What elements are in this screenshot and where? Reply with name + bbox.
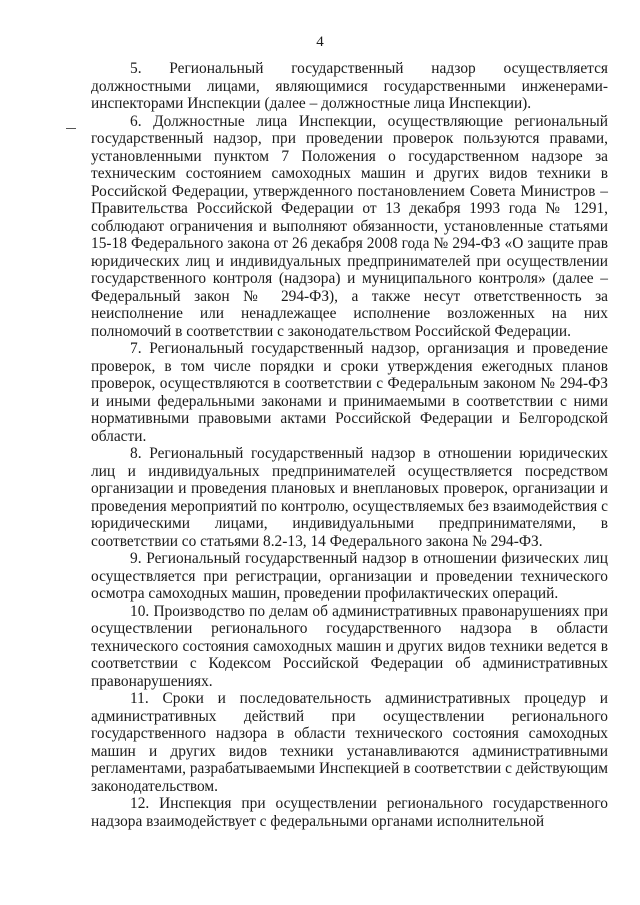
- paragraph-7: 7. Региональный государственный надзор, организация и проведение проверок, в том числе порядки и сроки утверждения ежегодных планов проверок, осуществляются в соответствии с Федеральным законом № 294-ФЗ и иными федеральными законами и принимаемыми в соответствии с ними нормативными правовыми актами Российской Федерации и Белгородской области.: [91, 340, 608, 445]
- paragraph-10: 10. Производство по делам об административных правонарушениях при осуществлении регионального государственного надзора в области технического состояния самоходных машин и других видов техники ведется в соответствии с Кодексом Российской Федерации об административных правонарушениях.: [91, 602, 608, 690]
- paragraph-8: 8. Региональный государственный надзор в отношении юридических лиц и индивидуальных предпринимателей осуществляется посредством организации и проведения плановых и внеплановых проверок, организации и проведения мероприятий по контролю, осуществляемых без взаимодействия с юридическими лицами, индивидуальными предпринимателями, в соответствии со статьями 8.2-13, 14 Федерального закона № 294-ФЗ.: [91, 445, 608, 550]
- paragraph-6: 6. Должностные лица Инспекции, осуществляющие региональный государственный надзор, при проведении проверок пользуются правами, установленными пунктом 7 Положения о государственном надзоре за техническим состоянием самоходных машин и других видов техники в Российской Федерации, утвержденного постановлением Совета Министров – Правительства Российской Федерации от 13 декабря 1993 года № 1291, соблюдают ограничения и выполняют обязанности, установленные статьями 15-18 Федерального закона от 26 декабря 2008 года № 294-ФЗ «О защите прав юридических лиц и индивидуальных предпринимателей при осуществлении государственного контроля (надзора) и муниципального контроля» (далее – Федеральный закон № 294-ФЗ), а также несут ответственность за неисполнение или ненадлежащее исполнение возложенных на них полномочий в соответствии с законодательством Российской Федерации.: [91, 112, 608, 340]
- document-body: [91, 60, 608, 830]
- paragraph-12: 12. Инспекция при осуществлении регионального государственного надзора взаимодействует с федеральными органами исполнительной: [91, 795, 608, 830]
- paragraph-9: 9. Региональный государственный надзор в отношении физических лиц осуществляется при регистрации, организации и проведении технического осмотра самоходных машин, проведении профилактических операций.: [91, 550, 608, 602]
- paragraph-11: 11. Сроки и последовательность административных процедур и административных действий при осуществлении регионального государственного надзора в области технического состояния самоходных машин и других видов техники устанавливаются административными регламентами, разрабатываемыми Инспекцией в соответствии с действующим законодательством.: [91, 690, 608, 795]
- margin-mark: [66, 128, 76, 129]
- paragraph-5: 5. Региональный государственный надзор осуществляется должностными лицами, являющимися государственными инженерами-инспекторами Инспекции (далее – должностные лица Инспекции).: [91, 60, 608, 112]
- page-number: 4: [316, 34, 324, 50]
